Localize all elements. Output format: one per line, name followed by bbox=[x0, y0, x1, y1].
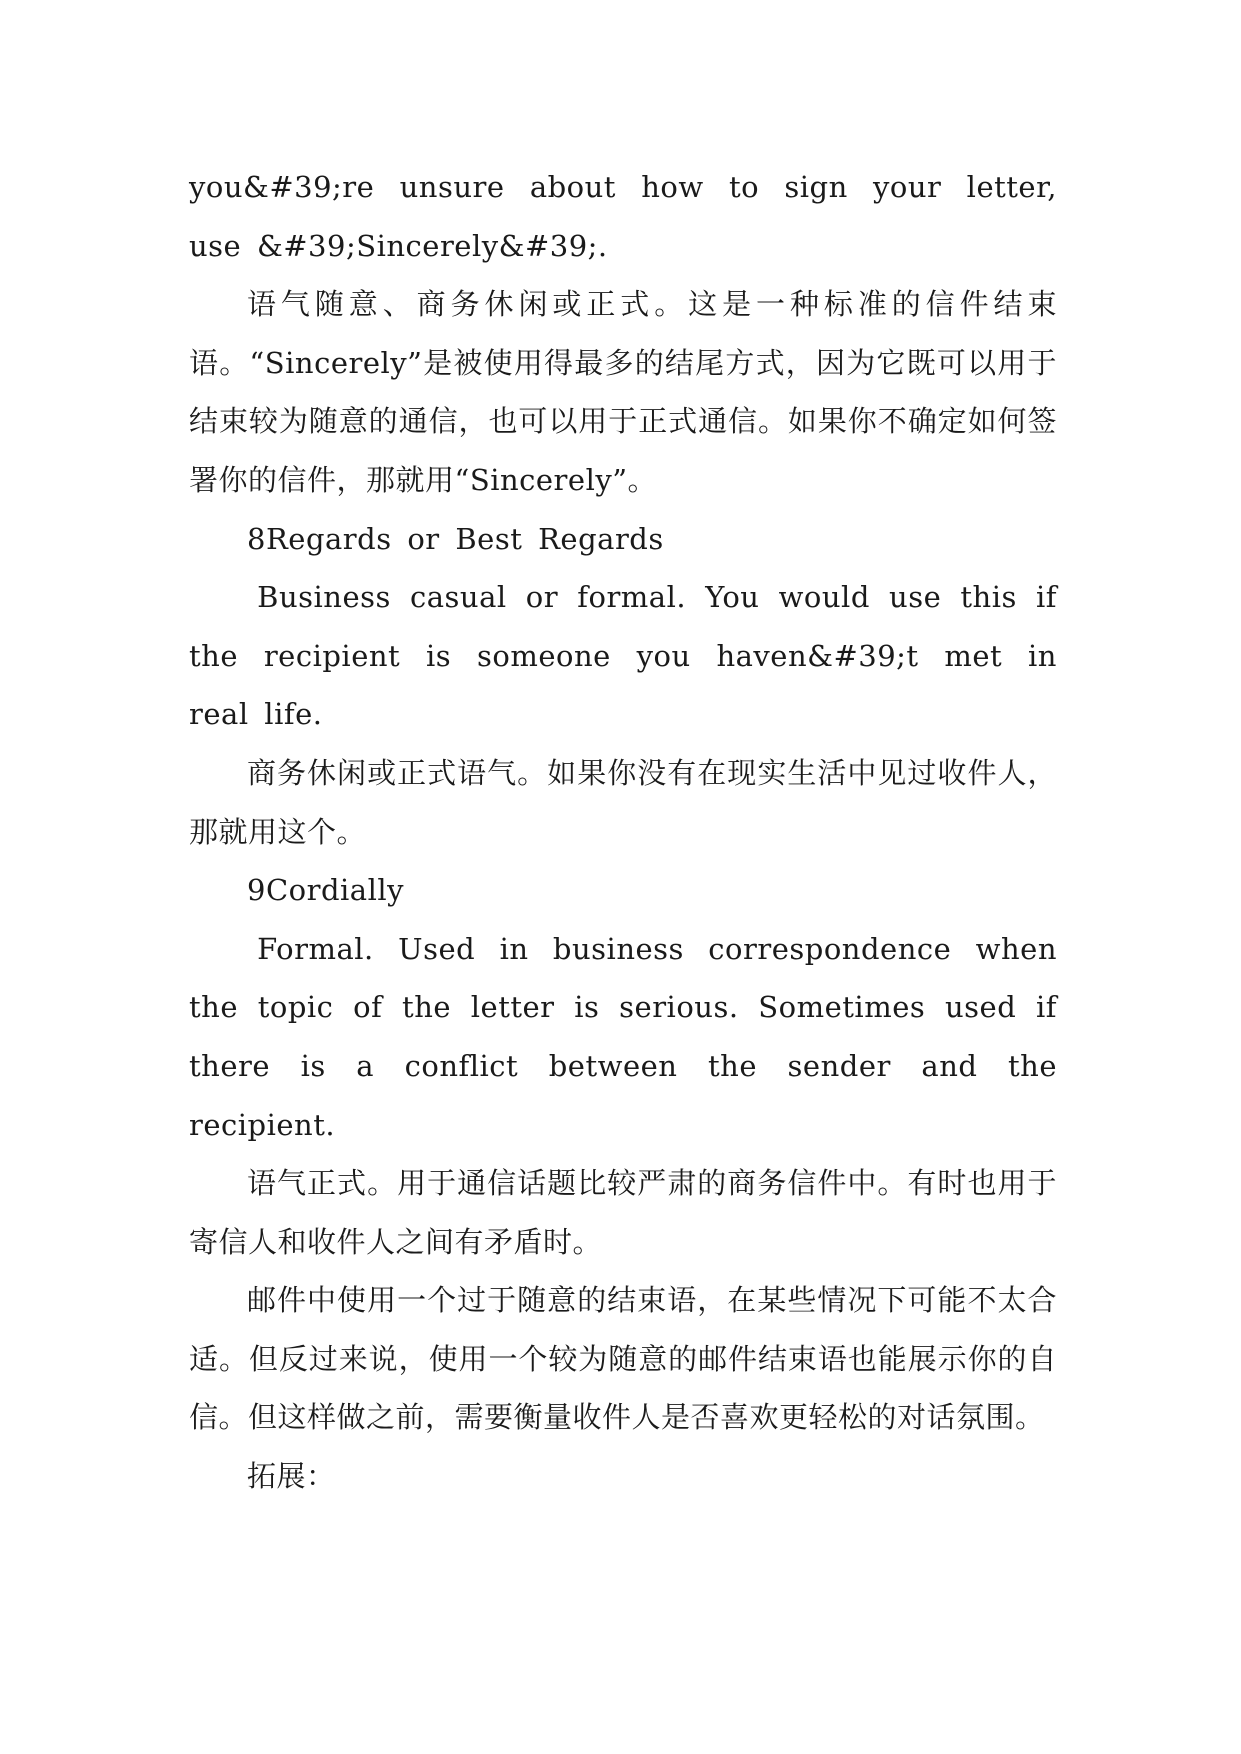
paragraph-cordially-chinese: 语气正式。用于通信话题比较严肃的商务信件中。有时也用于寄信人和收件人之间有矛盾时。 bbox=[189, 1166, 1057, 1259]
paragraph-regards-english: Business casual or formal. You would use this if the recipient is someone you haven&#39;t met in real life. bbox=[189, 580, 1057, 732]
paragraph-closing-advice: 邮件中使用一个过于随意的结束语，在某些情况下可能不太合适。但反过来说，使用一个较为随意的邮件结束语也能展示你的自信。但这样做之前，需要衡量收件人是否喜欢更轻松的对话氛围。 bbox=[189, 1283, 1057, 1435]
paragraph-regards-chinese: 商务休闲或正式语气。如果你没有在现实生活中见过收件人，那就用这个。 bbox=[189, 755, 1057, 849]
heading-regards: 8Regards or Best Regards bbox=[247, 521, 664, 556]
heading-cordially: 9Cordially bbox=[247, 873, 405, 908]
paragraph-cordially-english: Formal. Used in business correspondence when the topic of the letter is serious. Sometimes used if there is a conflict between the sender and the recipient. bbox=[189, 931, 1057, 1142]
paragraph-extension-label: 拓展： bbox=[247, 1459, 336, 1494]
document-body bbox=[189, 158, 1057, 1506]
paragraph-continuation: you&#39;re unsure about how to sign your letter, use &#39;Sincerely&#39;. bbox=[189, 170, 1057, 263]
paragraph-sincerely-chinese: 语气随意、商务休闲或正式。这是一种标准的信件结束语。“Sincerely”是被使用得最多的结尾方式，因为它既可以用于结束较为随意的通信，也可以用于正式通信。如果你不确定如何签署你的信件，那就用“Sincerely”。 bbox=[189, 287, 1057, 497]
